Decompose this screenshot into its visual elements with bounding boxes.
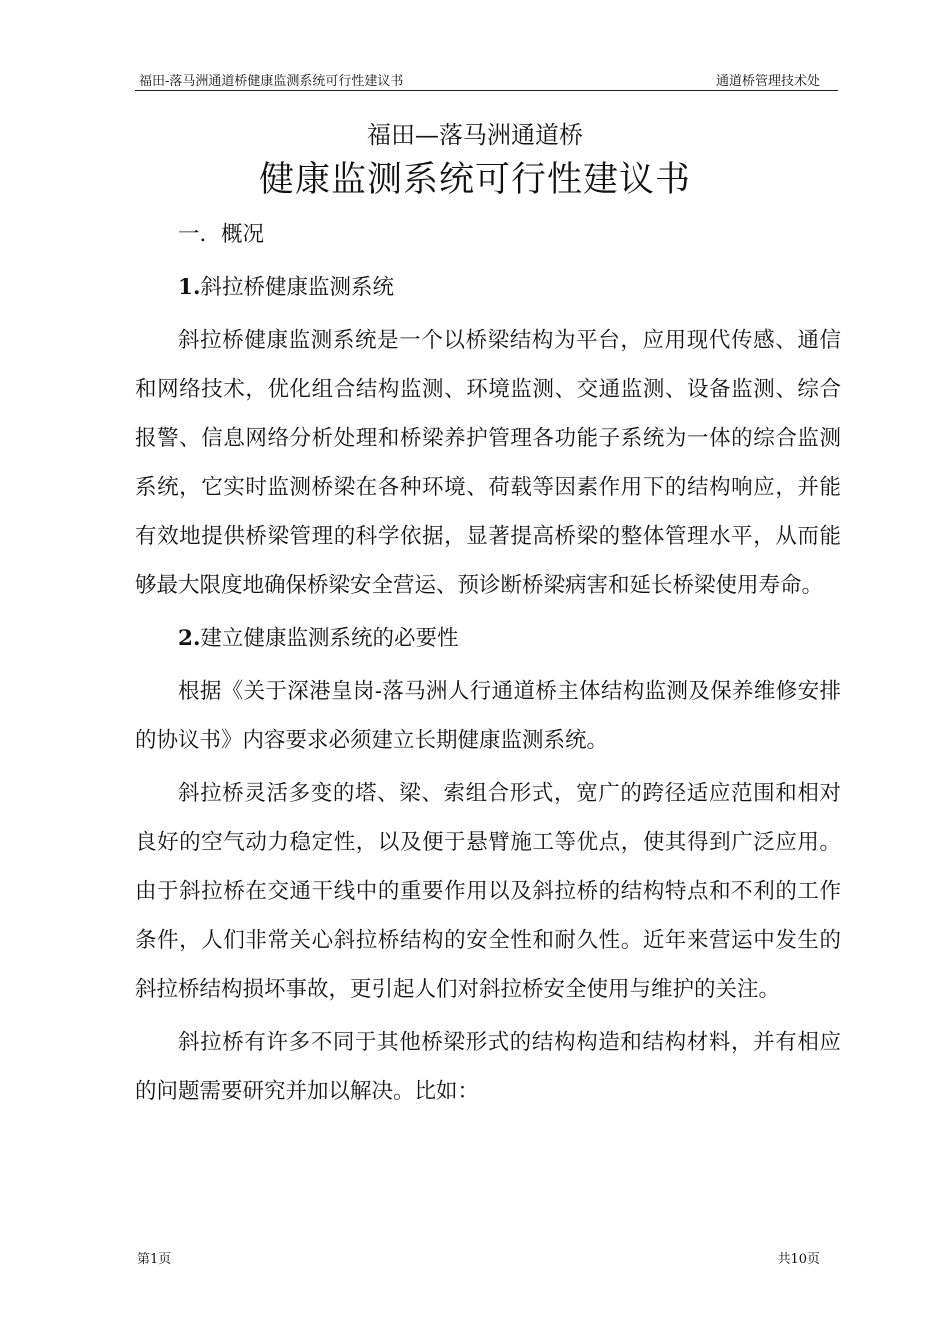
paragraph-agreement: 根据《关于深港皇岗-落马洲人行通道桥主体结构监测及保养维修安排的协议书》内容要求必须建立长期健康监测系统。 [135,679,841,753]
document-title-line2: 健康监测系统可行性建议书 [258,160,691,200]
page-header [135,68,838,91]
subsection-number-1: 1. [178,275,201,300]
subsection-title-2: 建立健康监测系统的必要性 [200,626,459,651]
subsection-heading-1 [135,263,841,312]
page-number: 第1页 [137,1252,172,1267]
paragraph-problems: 斜拉桥有许多不同于其他桥梁形式的结构构造和结构材料，并有相应的问题需要研究并加以解决。比如： [135,1030,841,1104]
section-heading-overview: 一．概况 [178,222,265,247]
document-body [135,210,841,1116]
header-department: 通道桥管理技术处 [715,74,820,89]
header-document-title: 福田-落马洲通道桥健康监测系统可行性建议书 [139,74,404,89]
paragraph-cable-stayed-features: 斜拉桥灵活多变的塔、梁、索组合形式，宽广的跨径适应范围和相对良好的空气动力稳定性，以及便于悬臂施工等优点，使其得到广泛应用。由于斜拉桥在交通干线中的重要作用以及斜拉桥的结构特点和不利的工作条件，人们非常关心斜拉桥结构的安全性和耐久性。近年来营运中发生的斜拉桥结构损坏事故，更引起人们对斜拉桥安全使用与维护的关注。 [135,781,841,1002]
document-title-line1: 福田—落马洲通道桥 [367,121,583,149]
subsection-number-2: 2. [178,626,201,651]
page-count: 共10页 [777,1252,820,1267]
subsection-heading-2 [135,614,841,663]
paragraph-monitoring-system: 斜拉桥健康监测系统是一个以桥梁结构为平台，应用现代传感、通信和网络技术，优化组合结构监测、环境监测、交通监测、设备监测、综合报警、信息网络分析处理和桥梁养护管理各功能子系统为一体的综合监测系统，它实时监测桥梁在各种环境、荷载等因素作用下的结构响应，并能有效地提供桥梁管理的科学依据，显著提高桥梁的整体管理水平，从而能够最大限度地确保桥梁安全营运、预诊断桥梁病害和延长桥梁使用寿命。 [135,328,841,598]
subsection-title-1: 斜拉桥健康监测系统 [200,275,394,300]
